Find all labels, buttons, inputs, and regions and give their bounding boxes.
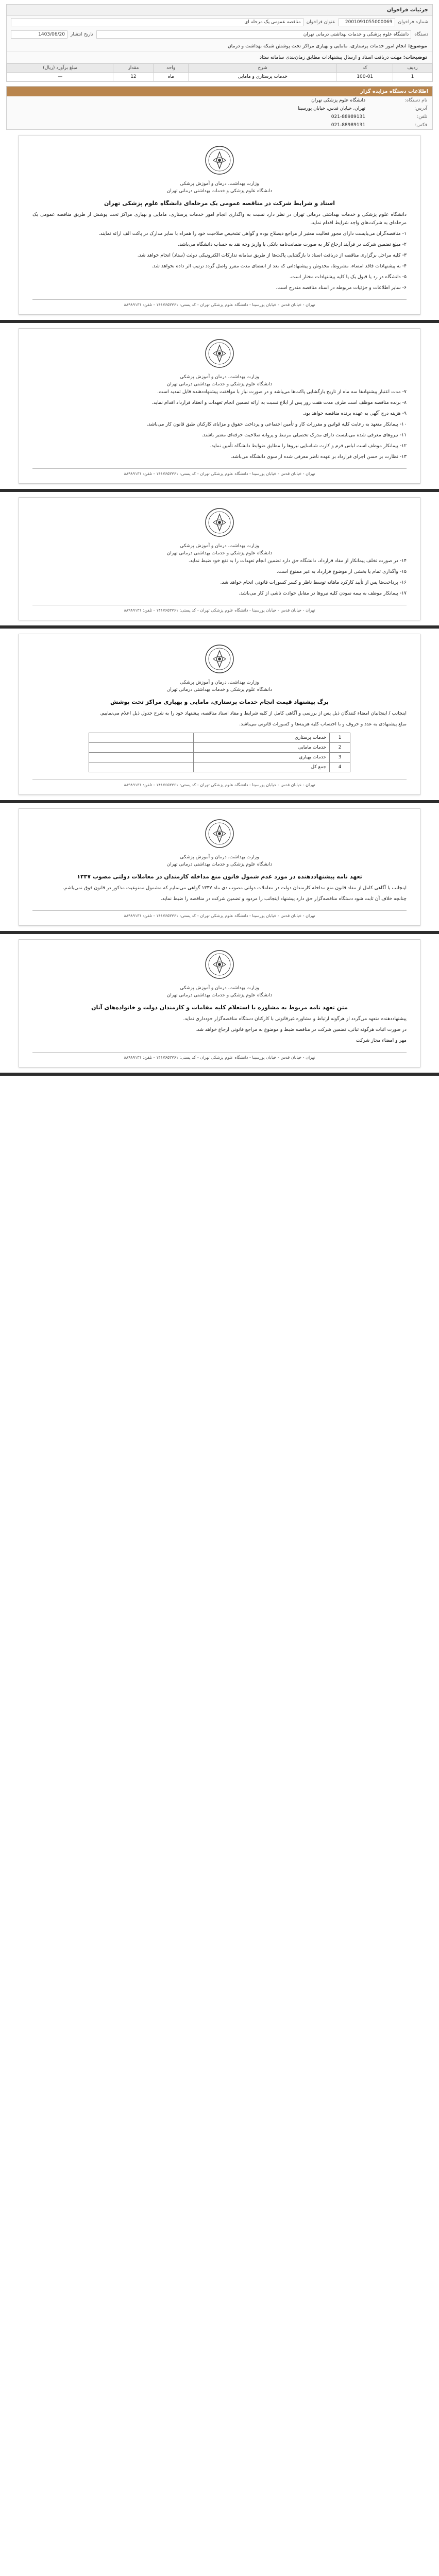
document-title: متن تعهد نامه مربوط به مشاوره با استعلام کلیه مقامات و کارمندان دولت و خانواده‌های آنان [91, 1004, 348, 1011]
document-paragraph: اینجانب / اینجانبان امضاء کنندگان ذیل پس از بررسی و آگاهی کامل از کلیه شرایط و مفاد اسناد مناقصه، پیشنهاد خود را به شرح جدول ذیل اعلام می‌نماییم. [99, 710, 407, 716]
page-separator [0, 1073, 439, 1076]
org-value: دانشگاه علوم پزشکی تهران [311, 98, 365, 103]
table-row [89, 733, 350, 743]
letter-head [32, 679, 407, 693]
university-name: دانشگاه علوم پزشکی و خدمات بهداشتی درمانی تهران [166, 687, 273, 692]
table-row [89, 762, 350, 772]
university-name: دانشگاه علوم پزشکی و خدمات بهداشتی درمانی تهران [166, 189, 273, 194]
page-separator [0, 931, 439, 934]
document-paragraph: ۱۳- نظارت بر حسن اجرای قرارداد بر عهده ناظر معرفی شده از سوی دانشگاه می‌باشد. [230, 454, 407, 460]
description-label: توضیحات: [403, 55, 427, 60]
col-header: ردیف [393, 64, 432, 73]
logo-wrap [32, 643, 407, 677]
org-key: فکس: [415, 123, 427, 128]
document-paragraph: در صورت اثبات هرگونه تبانی، تضمین شرکت در مناقصه ضبط و موضوع به مراجع قانونی ارجاع خواهد شد. [195, 1027, 407, 1032]
org-value: تهران، خیابان قدس، خیابان پورسینا [298, 106, 365, 111]
table-row [89, 743, 350, 753]
table-cell: 2 [330, 743, 350, 753]
document-paragraph: ۱۱- نیروهای معرفی شده می‌بایست دارای مدرک تحصیلی مرتبط و پروانه صلاحیت حرفه‌ای معتبر باشند. [201, 432, 407, 438]
document-paragraph: دانشگاه علوم پزشکی و خدمات بهداشتی درمانی تهران در نظر دارد نسبت به واگذاری انجام امور خدمات پرستاری، مامایی و بهیاری مراکز تحت پوشش از طریق مناقصه عمومی یک مرحله‌ای به شرکت‌های واجد شرایط اقدام نماید. [32, 212, 407, 226]
table-cell: خدمات پرستاری و مامایی [188, 73, 336, 81]
org-value: 021-88989131 [331, 123, 365, 128]
page-footer: تهران - خیابان قدس - خیابان پورسینا - دانشگاه علوم پزشکی تهران - کد پستی: ۱۴۱۷۶۵۳۷۶۱ - تلفن: ۸۸۹۸۹۱۳۱ [32, 299, 407, 307]
table-cell: خدمات مامایی [193, 743, 329, 753]
document-paragraph: ۱- مناقصه‌گران می‌بایست دارای مجوز فعالیت معتبر از مراجع ذیصلاح بوده و گواهی تشخیص صلاحیت خود را همراه با سایر مدارک در پاکت الف ارائه نمایند. [98, 231, 407, 236]
ministry-name: وزارت بهداشت، درمان و آموزش پزشکی [180, 375, 259, 380]
page-footer: تهران - خیابان قدس - خیابان پورسینا - دانشگاه علوم پزشکی تهران - کد پستی: ۱۴۱۷۶۵۳۷۶۱ - تلفن: ۸۸۹۸۹۱۳۱ [32, 605, 407, 613]
document-title: اسناد و شرایط شرکت در مناقصه عمومی یک مرحله‌ای دانشگاه علوم پزشکی تهران [104, 200, 335, 207]
letter-head [32, 854, 407, 868]
table-cell: — [7, 73, 113, 81]
table-cell: 100-01 [337, 73, 393, 81]
document-paragraph: ۴- به پیشنهادات فاقد امضاء، مشروط، مخدوش و پیشنهاداتی که بعد از انقضای مدت مقرر واصل گردد ترتیب اثر داده نخواهد شد. [151, 263, 407, 269]
org-info-row [7, 105, 432, 113]
document-paragraph: ۹- هزینه درج آگهی به عهده برنده مناقصه خواهد بود. [302, 411, 407, 416]
field-label: تاریخ انتشار [71, 32, 93, 37]
university-name: دانشگاه علوم پزشکی و خدمات بهداشتی درمانی تهران [166, 862, 273, 867]
letter-head [32, 374, 407, 388]
items-table [7, 63, 432, 81]
letter-head [32, 180, 407, 195]
document-paragraph: مهر و امضاء مجاز شرکت [356, 1038, 407, 1043]
document-paragraph: ۷- مدت اعتبار پیشنهادها سه ماه از تاریخ بازگشایی پاکت‌ها می‌باشد و در صورت نیاز با موافقت پیشنهاددهنده قابل تمدید است. [157, 389, 407, 395]
document-paragraph: ۱۶- پرداخت‌ها پس از تأیید کارکرد ماهانه توسط ناظر و کسر کسورات قانونی انجام خواهد شد. [220, 580, 407, 585]
letter-head [32, 543, 407, 557]
page-footer: تهران - خیابان قدس - خیابان پورسینا - دانشگاه علوم پزشکی تهران - کد پستی: ۱۴۱۷۶۵۳۷۶۱ - تلفن: ۸۸۹۸۹۱۳۱ [32, 468, 407, 476]
university-seal-icon [204, 818, 235, 850]
price-cell [89, 753, 193, 762]
org-info-bar: اطلاعات دستگاه مزایده گزار [7, 87, 432, 96]
logo-wrap [32, 818, 407, 852]
tender-title-field: مناقصه عمومی یک مرحله ای [11, 18, 303, 26]
org-value: 021-88989131 [331, 114, 365, 120]
col-header: واحد [154, 64, 188, 73]
document-paragraph: ۸- برنده مناقصه موظف است ظرف مدت هفت روز پس از ابلاغ نسبت به ارائه تضمین انجام تعهدات و انعقاد قرارداد اقدام نماید. [151, 400, 407, 405]
page-footer: تهران - خیابان قدس - خیابان پورسینا - دانشگاه علوم پزشکی تهران - کد پستی: ۱۴۱۷۶۵۳۷۶۱ - تلفن: ۸۸۹۸۹۱۳۱ [32, 779, 407, 787]
document-title: تعهد نامه پیشنهاددهنده در مورد عدم شمول قانون منع مداخله کارمندان در معاملات دولتی مصوب ۱۳۳۷ [77, 873, 362, 880]
logo-wrap [32, 949, 407, 982]
price-table [89, 733, 350, 772]
ministry-name: وزارت بهداشت، درمان و آموزش پزشکی [180, 986, 259, 991]
org-info-row [7, 96, 432, 105]
page-separator [0, 625, 439, 629]
org-key: نام دستگاه: [404, 98, 427, 103]
table-cell: 3 [330, 753, 350, 762]
field-label: شماره فراخوان [398, 20, 428, 25]
org-info-row [7, 113, 432, 121]
page-footer: تهران - خیابان قدس - خیابان پورسینا - دانشگاه علوم پزشکی تهران - کد پستی: ۱۴۱۷۶۵۳۷۶۱ - تلفن: ۸۸۹۸۹۱۳۱ [32, 1052, 407, 1060]
field-label: عنوان فراخوان [306, 20, 335, 25]
document-paragraph: ۵- دانشگاه در رد یا قبول یک یا کلیه پیشنهادات مختار است. [289, 274, 407, 280]
document-paragraph: ۲- مبلغ تضمین شرکت در فرآیند ارجاع کار به صورت ضمانت‌نامه بانکی یا واریز وجه نقد به حساب دانشگاه می‌باشد. [178, 242, 407, 247]
table-cell: 12 [113, 73, 154, 81]
logo-wrap [32, 145, 407, 178]
page-separator [0, 320, 439, 323]
publish-date-field: 1403/06/20 [11, 30, 67, 39]
org-key: تلفن: [417, 114, 427, 120]
university-name: دانشگاه علوم پزشکی و خدمات بهداشتی درمانی تهران [166, 382, 273, 387]
ministry-name: وزارت بهداشت، درمان و آموزش پزشکی [180, 181, 259, 187]
description-line [7, 52, 432, 63]
subject-line [7, 41, 432, 52]
ministry-name: وزارت بهداشت، درمان و آموزش پزشکی [180, 855, 259, 860]
col-header: مقدار [113, 64, 154, 73]
university-seal-icon [204, 145, 235, 177]
tender-number-field: 2001091055000069 [339, 18, 395, 26]
description-text: مهلت دریافت اسناد و ارسال پیشنهادات مطابق زمان‌بندی سامانه ستاد [259, 55, 402, 60]
form-row-2 [7, 28, 432, 41]
table-cell: 1 [393, 73, 432, 81]
price-cell [89, 762, 193, 772]
document-paragraph: اینجانب با آگاهی کامل از مفاد قانون منع مداخله کارمندان دولت در معاملات دولتی مصوب دی ماه ۱۳۳۷ گواهی می‌نمایم که مشمول ممنوعیت مذکور در قانون فوق نمی‌باشم. [62, 885, 407, 891]
document-paragraph: چنانچه خلاف آن ثابت شود دستگاه مناقصه‌گزار حق دارد پیشنهاد اینجانب را مردود و تضمین شرکت در مناقصه را ضبط نماید. [160, 896, 407, 902]
document-paragraph: ۱۴- در صورت تخلف پیمانکار از مفاد قرارداد، دانشگاه حق دارد تضمین انجام تعهدات را به نفع خود ضبط نماید. [188, 558, 407, 564]
university-name: دانشگاه علوم پزشکی و خدمات بهداشتی درمانی تهران [166, 551, 273, 556]
table-cell: 4 [330, 762, 350, 772]
table-cell: خدمات بهیاری [193, 753, 329, 762]
document-paragraph: ۱۰- پیمانکار متعهد به رعایت کلیه قوانین و مقررات کار و تأمین اجتماعی و پرداخت حقوق و مزایای کارکنان طبق قانون کار می‌باشد. [146, 421, 407, 427]
org-key: آدرس: [414, 106, 427, 111]
document-page [19, 634, 420, 795]
logo-wrap [32, 507, 407, 540]
document-title: برگ پیشنهاد قیمت انجام خدمات پرستاری، مامایی و بهیاری مراکز تحت پوشش [110, 699, 329, 705]
document-pages [0, 135, 439, 1076]
col-header: مبلغ برآورد (ریال) [7, 64, 113, 73]
subject-text: انجام امور خدمات پرستاری، مامایی و بهیاری مراکز تحت پوشش شبکه بهداشت و درمان [227, 43, 407, 49]
document-paragraph: مبلغ پیشنهادی به عدد و حروف و با احتساب کلیه هزینه‌ها و کسورات قانونی می‌باشد. [239, 721, 407, 727]
table-row [7, 73, 432, 81]
university-seal-icon [204, 949, 235, 981]
tender-form-panel [6, 4, 433, 82]
items-table-header [7, 64, 432, 73]
organization-field: دانشگاه علوم پزشکی و خدمات بهداشتی درمانی تهران [96, 30, 412, 39]
university-seal-icon [204, 507, 235, 539]
document-page [19, 328, 420, 484]
page-root [0, 4, 439, 1076]
ministry-name: وزارت بهداشت، درمان و آموزش پزشکی [180, 680, 259, 685]
document-paragraph: ۳- کلیه مراحل برگزاری مناقصه از دریافت اسناد تا بازگشایی پاکت‌ها از طریق سامانه تدارکات الکترونیکی دولت (ستاد) انجام خواهد شد. [137, 252, 407, 258]
university-name: دانشگاه علوم پزشکی و خدمات بهداشتی درمانی تهران [166, 993, 273, 998]
document-paragraph: ۶- سایر اطلاعات و جزئیات مربوطه در اسناد مناقصه مندرج است. [276, 285, 407, 291]
document-page [19, 939, 420, 1067]
document-page [19, 497, 420, 620]
panel-title: جزئیات فراخوان [7, 5, 432, 16]
table-row [89, 753, 350, 762]
table-cell: ماه [154, 73, 188, 81]
university-seal-icon [204, 338, 235, 370]
table-cell: 1 [330, 733, 350, 743]
document-page [19, 808, 420, 926]
university-seal-icon [204, 643, 235, 675]
col-header: کد [337, 64, 393, 73]
price-cell [89, 733, 193, 743]
document-page [19, 135, 420, 315]
letter-head [32, 985, 407, 999]
ministry-name: وزارت بهداشت، درمان و آموزش پزشکی [180, 544, 259, 549]
document-paragraph: ۱۵- واگذاری تمام یا بخشی از موضوع قرارداد به غیر ممنوع است. [276, 569, 407, 574]
org-info-panel [6, 86, 433, 130]
org-info-row [7, 121, 432, 129]
page-separator [0, 489, 439, 492]
page-separator [0, 800, 439, 803]
page-footer: تهران - خیابان قدس - خیابان پورسینا - دانشگاه علوم پزشکی تهران - کد پستی: ۱۴۱۷۶۵۳۷۶۱ - تلفن: ۸۸۹۸۹۱۳۱ [32, 910, 407, 918]
document-paragraph: ۱۲- پیمانکار موظف است لباس فرم و کارت شناسایی نیروها را مطابق ضوابط دانشگاه تأمین نماید. [210, 443, 407, 449]
document-paragraph: پیشنهاددهنده متعهد می‌گردد از هرگونه ارتباط و مشاوره غیرقانونی با کارکنان دستگاه مناقصه‌گزار خودداری نماید. [183, 1016, 407, 1022]
field-label: دستگاه [414, 32, 428, 37]
document-paragraph: ۱۷- پیمانکار موظف به بیمه نمودن کلیه نیروها در مقابل حوادث ناشی از کار می‌باشد. [239, 590, 407, 596]
logo-wrap [32, 338, 407, 371]
price-cell [89, 743, 193, 753]
col-header: شرح [188, 64, 336, 73]
table-cell: جمع کل [193, 762, 329, 772]
form-row-1 [7, 16, 432, 28]
subject-label: موضوع: [408, 43, 427, 49]
table-cell: خدمات پرستاری [193, 733, 329, 743]
